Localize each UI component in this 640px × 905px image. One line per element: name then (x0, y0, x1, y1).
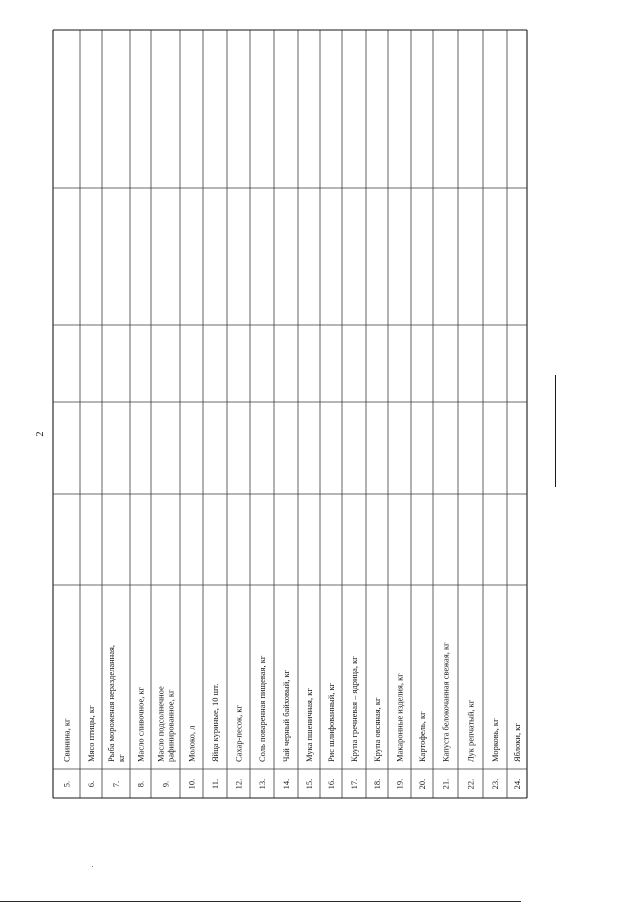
scan-speck (92, 866, 93, 867)
product-name: Макаронные изделия, кг (394, 673, 405, 762)
product-name: Мука пшеничная, кг (304, 688, 314, 762)
product-name: Крупа овсяная, кг (372, 697, 382, 762)
product-name: Свинина, кг (61, 718, 72, 762)
row-number: 9. (160, 780, 171, 788)
product-name: Крупа гречневая – ядрица, кг (349, 656, 359, 762)
row-number: 23. (490, 778, 500, 790)
row-number: 7. (111, 780, 121, 788)
page-number: 2 (35, 431, 46, 437)
product-name: Картофель, кг (417, 711, 427, 762)
row-number: 8. (135, 780, 146, 788)
product-name: Сахар-песок, кг (233, 705, 244, 762)
row-number: 12. (233, 778, 244, 790)
row-number: 10. (186, 778, 197, 790)
product-name: Яйца куриные, 10 шт. (210, 683, 220, 762)
row-number: 14. (281, 778, 291, 790)
product-name: Рыба мороженая неразделанная, (106, 644, 116, 762)
row-number: 6. (86, 780, 96, 788)
row-number: 17. (349, 778, 359, 790)
row-number: 22. (465, 778, 476, 790)
product-name: кг (116, 754, 126, 762)
product-name: Яблоки, кг (512, 723, 522, 762)
bottom-rule (0, 901, 521, 902)
row-number: 18. (372, 778, 382, 790)
product-name: Рис шлифованный, кг (326, 682, 336, 762)
product-name: Молоко, л (186, 725, 197, 762)
row-number: 13. (257, 778, 267, 790)
product-name: Соль поваренная пищевая, кг (257, 655, 267, 762)
product-name: Капуста белокочанная свежая, кг (440, 642, 451, 762)
signature-line (555, 375, 556, 487)
row-number: 16. (326, 778, 336, 790)
row-number: 11. (210, 778, 220, 790)
row-number: 24. (512, 778, 522, 790)
row-number: 19. (394, 778, 405, 790)
row-number: 5. (61, 780, 72, 788)
table-text (62, 642, 523, 789)
product-name: Мясо птицы, кг (86, 705, 96, 762)
product-name: рафинированное, кг (165, 689, 176, 762)
row-number: 21. (440, 778, 451, 790)
product-name: Морковь, кг (490, 718, 500, 762)
product-name: Чай черный байховый, кг (281, 669, 291, 762)
product-name: Масло сливочное, кг (135, 686, 146, 762)
product-name: Лук репчатый, кг (465, 699, 476, 762)
product-name: Масло подсолнечное (155, 686, 166, 762)
row-number: 20. (417, 778, 427, 790)
row-number: 15. (304, 778, 314, 790)
